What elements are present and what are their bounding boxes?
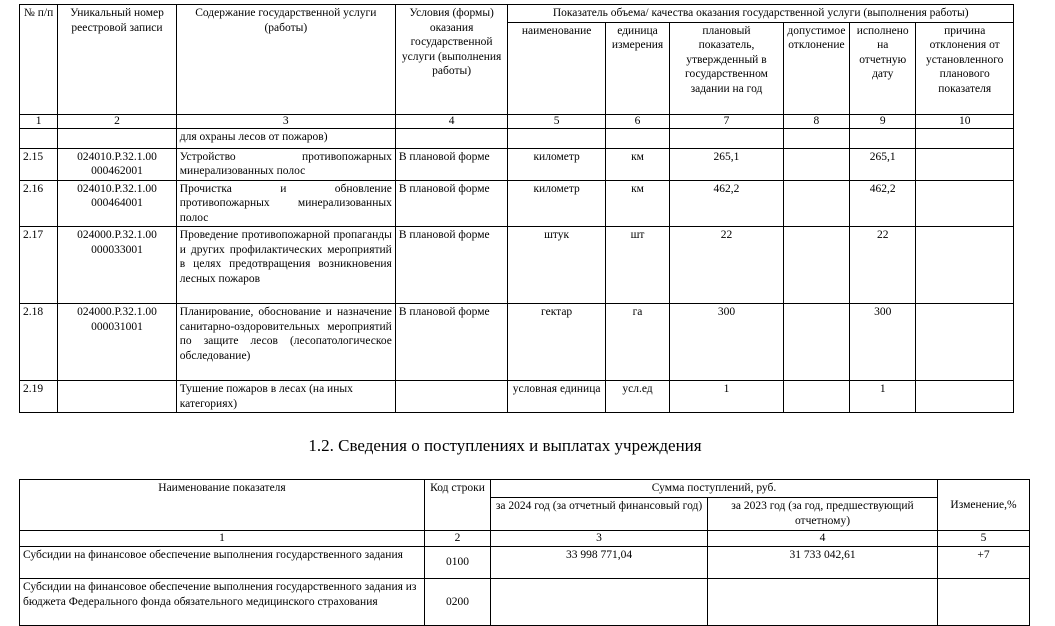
col-number: 6 — [605, 114, 669, 128]
table-row — [20, 381, 1014, 413]
table-row — [20, 579, 1030, 626]
row-unit: шт — [605, 227, 669, 304]
row-reason — [916, 304, 1014, 381]
continuation-text: для охраны лесов от пожаров) — [176, 128, 395, 148]
header-name: наименование — [508, 22, 605, 114]
services-table — [19, 4, 1014, 413]
row-num: 2.18 — [20, 304, 58, 381]
col-number: 8 — [783, 114, 849, 128]
row-deviation — [783, 148, 849, 180]
header-indicator: Наименование показателя — [20, 480, 425, 531]
row-registry: 024000.Р.32.1.00 000031001 — [58, 304, 177, 381]
header-registry: Уникальный номер реестровой записи — [58, 5, 177, 115]
row-conditions — [395, 381, 508, 413]
row-code: 0200 — [425, 579, 491, 626]
header-2023: за 2023 год (за год, предшествующий отчетному) — [708, 498, 938, 531]
header-unit: единица измерения — [605, 22, 669, 114]
header-deviation: допустимое отклонение — [783, 22, 849, 114]
row-2023: 31 733 042,61 — [708, 547, 938, 579]
row-conditions: В плановой форме — [395, 148, 508, 180]
row-actual: 22 — [850, 227, 916, 304]
row-content: Устройство противопожарных минерализованных полос — [176, 148, 395, 180]
row-num: 2.15 — [20, 148, 58, 180]
col-number: 1 — [20, 531, 425, 547]
col-number: 10 — [916, 114, 1014, 128]
row-2024 — [491, 579, 708, 626]
row-actual: 462,2 — [850, 180, 916, 227]
row-change: +7 — [938, 547, 1030, 579]
col-number: 5 — [508, 114, 605, 128]
row-content: Прочистка и обновление противопожарных минерализованных полос — [176, 180, 395, 227]
row-name: гектар — [508, 304, 605, 381]
row-num: 2.16 — [20, 180, 58, 227]
row-deviation — [783, 381, 849, 413]
table-row — [20, 180, 1014, 227]
row-unit: км — [605, 180, 669, 227]
header-conditions: Условия (формы) оказания государственной услуги (выполнения работы) — [395, 5, 508, 115]
col-number: 3 — [176, 114, 395, 128]
row-name: километр — [508, 148, 605, 180]
row-reason — [916, 148, 1014, 180]
row-change — [938, 579, 1030, 626]
header-content: Содержание государственной услуги (работы) — [176, 5, 395, 115]
row-2024: 33 998 771,04 — [491, 547, 708, 579]
row-actual: 1 — [850, 381, 916, 413]
header-change: Изменение,% — [938, 480, 1030, 531]
row-deviation — [783, 304, 849, 381]
row-name: километр — [508, 180, 605, 227]
row-actual: 265,1 — [850, 148, 916, 180]
row-name: условная единица — [508, 381, 605, 413]
row-reason — [916, 180, 1014, 227]
row-deviation — [783, 180, 849, 227]
row-indicator: Субсидии на финансовое обеспечение выполнения государственного задания из бюджета Федерального фонда обязательного медицинского страхования — [20, 579, 425, 626]
row-name: штук — [508, 227, 605, 304]
row-unit: км — [605, 148, 669, 180]
row-conditions: В плановой форме — [395, 180, 508, 227]
col-number: 2 — [425, 531, 491, 547]
table-row — [20, 547, 1030, 579]
row-registry — [58, 381, 177, 413]
row-indicator: Субсидии на финансовое обеспечение выполнения государственного задания — [20, 547, 425, 579]
header-sum-group: Сумма поступлений, руб. — [491, 480, 938, 498]
col-number: 1 — [20, 114, 58, 128]
row-actual: 300 — [850, 304, 916, 381]
row-reason — [916, 227, 1014, 304]
col-number: 5 — [938, 531, 1030, 547]
row-content: Планирование, обоснование и назначение санитарно-оздоровительных мероприятий по защите лесов (лесопатологическое обследование) — [176, 304, 395, 381]
header-actual: исполнено на отчетную дату — [850, 22, 916, 114]
col-number: 3 — [491, 531, 708, 547]
row-content: Тушение пожаров в лесах (на иных категориях) — [176, 381, 395, 413]
col-number: 4 — [395, 114, 508, 128]
table-row — [20, 148, 1014, 180]
row-planned: 300 — [670, 304, 784, 381]
table-row — [20, 304, 1014, 381]
row-conditions: В плановой форме — [395, 304, 508, 381]
receipts-table — [19, 479, 1030, 626]
header-code: Код строки — [425, 480, 491, 531]
row-num: 2.17 — [20, 227, 58, 304]
row-planned: 22 — [670, 227, 784, 304]
col-number: 7 — [670, 114, 784, 128]
section-heading: 1.2. Сведения о поступлениях и выплатах учреждения — [308, 436, 702, 455]
col-number: 2 — [58, 114, 177, 128]
row-reason — [916, 381, 1014, 413]
header-reason: причина отклонения от установленного планового показателя — [916, 22, 1014, 114]
row-registry: 024010.Р.32.1.00 000464001 — [58, 180, 177, 227]
row-planned: 462,2 — [670, 180, 784, 227]
row-content: Проведение противопожарной пропаганды и других профилактических мероприятий в целях предотвращения возникновения лесных пожаров — [176, 227, 395, 304]
table-row — [20, 128, 1014, 148]
row-deviation — [783, 227, 849, 304]
table-row — [20, 227, 1014, 304]
header-planned: плановый показатель, утвержденный в государственном задании на год — [670, 22, 784, 114]
row-planned: 1 — [670, 381, 784, 413]
row-2023 — [708, 579, 938, 626]
col-number: 4 — [708, 531, 938, 547]
row-planned: 265,1 — [670, 148, 784, 180]
col-number: 9 — [850, 114, 916, 128]
row-registry: 024000.Р.32.1.00 000033001 — [58, 227, 177, 304]
row-code: 0100 — [425, 547, 491, 579]
row-unit: усл.ед — [605, 381, 669, 413]
row-unit: га — [605, 304, 669, 381]
header-indicator-group: Показатель объема/ качества оказания государственной услуги (выполнения работы) — [508, 5, 1014, 23]
row-conditions: В плановой форме — [395, 227, 508, 304]
header-2024: за 2024 год (за отчетный финансовый год) — [491, 498, 708, 531]
row-num: 2.19 — [20, 381, 58, 413]
row-registry: 024010.Р.32.1.00 000462001 — [58, 148, 177, 180]
header-num: № п/п — [20, 5, 58, 115]
